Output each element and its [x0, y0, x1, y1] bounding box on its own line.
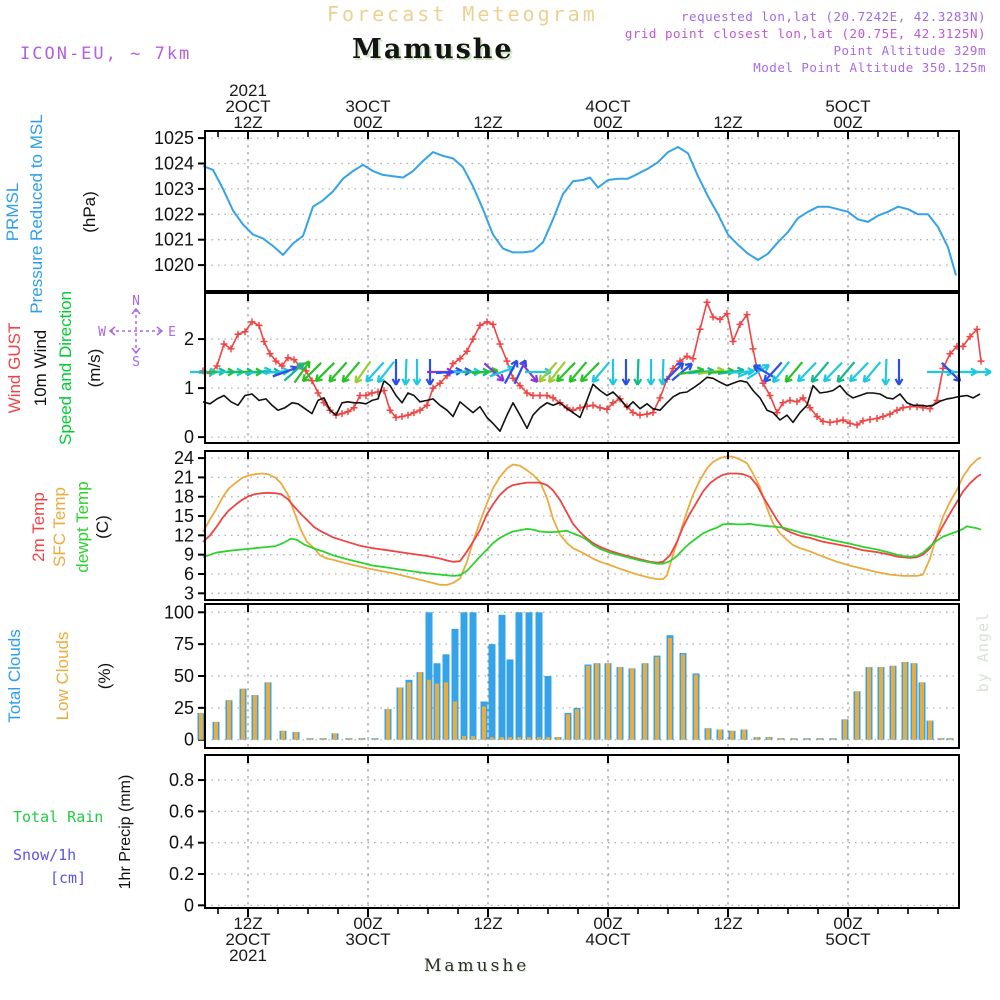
y-tick-label: 15 — [173, 506, 194, 527]
time-label-top: 12Z — [713, 113, 743, 132]
axis-label-pressure: (hPa) — [80, 191, 99, 233]
panel-wind — [5, 291, 991, 447]
low-clouds-bar — [575, 709, 579, 740]
low-clouds-bar — [308, 738, 312, 739]
y-tick-label: 2 — [183, 329, 194, 350]
grid-point-coords-label: grid point closest lon,lat (20.75E, 42.3125N) — [624, 26, 986, 41]
total-clouds-bar — [489, 644, 496, 740]
low-clouds-bar — [435, 684, 439, 740]
low-clouds-bar — [373, 738, 377, 739]
panel-pressure — [3, 114, 959, 313]
y-tick-label: 0 — [183, 427, 194, 448]
y-tick-label: 1024 — [153, 153, 194, 174]
axis-label-wind: (m/s) — [85, 348, 104, 388]
y-tick-label: 0.8 — [168, 770, 194, 791]
total-clouds-bar — [536, 612, 543, 739]
low-clouds-bar — [347, 738, 351, 739]
y-tick-label: 21 — [173, 467, 194, 488]
compass-east-label: E — [168, 325, 176, 340]
time-label-top: 2OCT — [225, 97, 271, 116]
low-clouds-bar — [928, 721, 932, 740]
wind-direction-arrow — [402, 359, 409, 385]
axis-label-temp: SFC Temp — [50, 487, 69, 567]
low-clouds-bar — [755, 737, 759, 740]
footer-station-label: Mamushe — [424, 956, 530, 976]
low-clouds-bar — [490, 737, 494, 740]
low-clouds-bar — [818, 738, 822, 739]
low-clouds-bar — [879, 667, 883, 740]
time-label-bottom: 3OCT — [345, 930, 391, 949]
time-label-top: 00Z — [593, 113, 623, 132]
time-label-bottom: 12Z — [233, 914, 263, 933]
axis-label-precip: 1hr Precip (mm) — [117, 774, 134, 890]
low-clouds-bar — [500, 737, 504, 740]
y-tick-label: 50 — [173, 666, 194, 686]
watermark: by Angel — [974, 612, 992, 693]
low-clouds-bar — [556, 737, 560, 740]
total-clouds-bar — [507, 659, 514, 739]
compass-rose — [98, 294, 176, 370]
y-tick-label: 1025 — [153, 128, 194, 149]
low-clouds-bar — [939, 738, 943, 739]
sfc-temp-line — [203, 456, 981, 585]
wind-direction-arrow — [623, 359, 630, 385]
low-clouds-bar — [517, 737, 521, 740]
axis-label-pressure: PRMSL — [3, 182, 22, 242]
low-clouds-bar — [386, 709, 390, 740]
time-label-top: 00Z — [833, 113, 863, 132]
low-clouds-bar — [867, 667, 871, 740]
point-altitude-label: Point Altitude 329m — [833, 43, 986, 58]
y-tick-label: 12 — [173, 525, 194, 546]
requested-coords-label: requested lon,lat (20.7242E, 42.3283N) — [681, 9, 986, 24]
low-clouds-bar — [418, 672, 422, 740]
compass-north-label: N — [132, 294, 140, 309]
low-clouds-bar — [453, 701, 457, 739]
model-point-altitude-label: Model Point Altitude 350.125m — [753, 60, 986, 75]
wind-direction-arrow — [882, 359, 889, 385]
axis-label-pressure: Pressure Reduced to MSL — [27, 114, 46, 314]
y-tick-label: 6 — [183, 563, 194, 584]
axis-label-clouds: (%) — [95, 662, 114, 690]
low-clouds-bar — [537, 737, 541, 740]
low-clouds-bar — [407, 682, 411, 739]
low-clouds-bar — [266, 682, 270, 739]
wind-direction-arrow — [965, 369, 991, 376]
axis-label-precip: Snow/1h — [13, 846, 77, 864]
y-tick-label: 0.6 — [168, 801, 194, 822]
panel-precip — [13, 755, 959, 915]
time-label-top: 2021 — [229, 81, 267, 100]
time-label-bottom: 4OCT — [585, 930, 631, 949]
low-clouds-bar — [253, 695, 257, 740]
wind-direction-arrow — [414, 359, 421, 385]
total-clouds-bar — [470, 612, 477, 739]
time-label-top: 3OCT — [345, 97, 391, 116]
time-label-top: 12Z — [473, 113, 503, 132]
low-clouds-bar — [360, 738, 364, 739]
low-clouds-bar — [471, 736, 475, 740]
time-label-bottom: 2021 — [229, 946, 267, 965]
y-tick-label: 100 — [163, 602, 194, 623]
y-tick-label: 3 — [183, 583, 194, 604]
low-clouds-bar — [855, 691, 859, 739]
y-tick-label: 9 — [183, 544, 194, 565]
low-clouds-bar — [805, 738, 809, 739]
y-tick-label: 1023 — [153, 178, 194, 199]
low-clouds-bar — [694, 675, 698, 740]
low-clouds-bar — [718, 730, 722, 740]
low-clouds-bar — [527, 737, 531, 740]
prmsl-line — [203, 147, 956, 275]
low-clouds-bar — [595, 663, 599, 739]
time-label-top: 4OCT — [585, 97, 631, 116]
low-clouds-bar — [566, 714, 570, 739]
total-clouds-bar — [516, 612, 523, 739]
panel-clouds — [5, 602, 959, 749]
panel-border — [205, 755, 959, 908]
y-tick-label: 18 — [173, 486, 194, 507]
low-clouds-bar — [482, 707, 486, 740]
time-label-bottom: 12Z — [473, 914, 503, 933]
low-clouds-bar — [891, 666, 895, 740]
time-label-bottom: 2OCT — [225, 930, 271, 949]
y-tick-label: 25 — [173, 697, 194, 718]
low-clouds-bar — [321, 738, 325, 739]
low-clouds-bar — [508, 737, 512, 740]
axis-label-clouds: Total Clouds — [5, 629, 24, 723]
low-clouds-bar — [742, 730, 746, 740]
low-clouds-bar — [912, 663, 916, 739]
temp-2m-line — [203, 474, 981, 563]
model-label: ICON-EU, ~ 7km — [20, 44, 192, 64]
total-clouds-bar — [499, 615, 506, 740]
station-title: Mamushe — [352, 34, 514, 65]
y-tick-label: 0 — [183, 729, 194, 750]
low-clouds-bar — [618, 667, 622, 740]
time-label-bottom: 12Z — [713, 914, 743, 933]
time-label-bottom: 5OCT — [825, 930, 871, 949]
low-clouds-bar — [294, 732, 298, 740]
low-clouds-bar — [767, 737, 771, 740]
y-tick-label: 75 — [173, 634, 194, 655]
axis-label-temp: dewpt Temp — [73, 481, 92, 573]
total-clouds-bar — [526, 612, 533, 739]
panel-border — [205, 451, 959, 600]
y-tick-label: 1021 — [153, 229, 194, 250]
low-clouds-bar — [546, 737, 550, 740]
total-clouds-bar — [545, 676, 552, 740]
low-clouds-bar — [920, 682, 924, 739]
y-tick-label: 24 — [173, 448, 194, 469]
low-clouds-bar — [333, 733, 337, 739]
y-tick-label: 1022 — [153, 204, 194, 225]
low-clouds-bar — [427, 680, 431, 740]
time-label-bottom: 00Z — [833, 914, 863, 933]
low-clouds-bar — [241, 689, 245, 740]
low-clouds-bar — [199, 713, 203, 740]
y-tick-label: 0.2 — [168, 864, 194, 885]
y-tick-label: 1020 — [153, 255, 194, 276]
axis-label-wind: 10m Wind — [31, 329, 50, 407]
axis-label-precip: Total Rain — [13, 808, 104, 826]
low-clouds-bar — [281, 731, 285, 740]
low-clouds-bar — [948, 738, 952, 739]
low-clouds-bar — [444, 682, 448, 739]
low-clouds-bar — [630, 668, 634, 739]
axis-label-wind: Speed and Direction — [56, 290, 75, 446]
low-clouds-bar — [843, 719, 847, 739]
axis-label-temp: (C) — [93, 515, 112, 539]
time-label-bottom: 00Z — [593, 914, 623, 933]
low-clouds-bar — [606, 663, 610, 739]
y-tick-label: 0 — [183, 895, 194, 916]
low-clouds-bar — [730, 731, 734, 740]
wind-direction-arrow — [593, 362, 610, 382]
low-clouds-bar — [792, 738, 796, 739]
low-clouds-bar — [586, 666, 590, 740]
total-clouds-bar — [461, 612, 468, 739]
low-clouds-bar — [655, 657, 659, 740]
panel-temp — [29, 448, 981, 603]
low-clouds-bar — [398, 687, 402, 739]
y-tick-label: 1 — [183, 378, 194, 399]
low-clouds-bar — [706, 728, 710, 739]
axis-label-precip: [cm] — [50, 869, 87, 887]
low-clouds-bar — [681, 654, 685, 739]
axis-label-wind: Wind GUST — [5, 322, 24, 414]
axis-label-temp: 2m Temp — [29, 492, 48, 562]
compass-south-label: S — [132, 355, 140, 370]
wind-direction-arrow — [896, 359, 903, 385]
compass-west-label: W — [98, 325, 106, 340]
low-clouds-bar — [903, 662, 907, 740]
low-clouds-bar — [214, 722, 218, 740]
low-clouds-bar — [462, 736, 466, 740]
y-tick-label: 0.4 — [168, 832, 194, 853]
low-clouds-bar — [831, 738, 835, 739]
wind-direction-arrow — [648, 359, 655, 385]
time-label-bottom: 00Z — [353, 914, 383, 933]
low-clouds-bar — [643, 663, 647, 739]
time-label-top: 00Z — [353, 113, 383, 132]
page-title: Forecast Meteogram — [327, 2, 598, 26]
low-clouds-bar — [779, 738, 783, 739]
wind-direction-arrow — [610, 359, 617, 385]
time-label-top: 5OCT — [825, 97, 871, 116]
low-clouds-bar — [668, 638, 672, 740]
low-clouds-bar — [227, 700, 231, 740]
time-label-top: 12Z — [233, 113, 263, 132]
axis-label-clouds: Low Clouds — [53, 631, 72, 721]
wind-direction-arrow — [634, 359, 641, 385]
